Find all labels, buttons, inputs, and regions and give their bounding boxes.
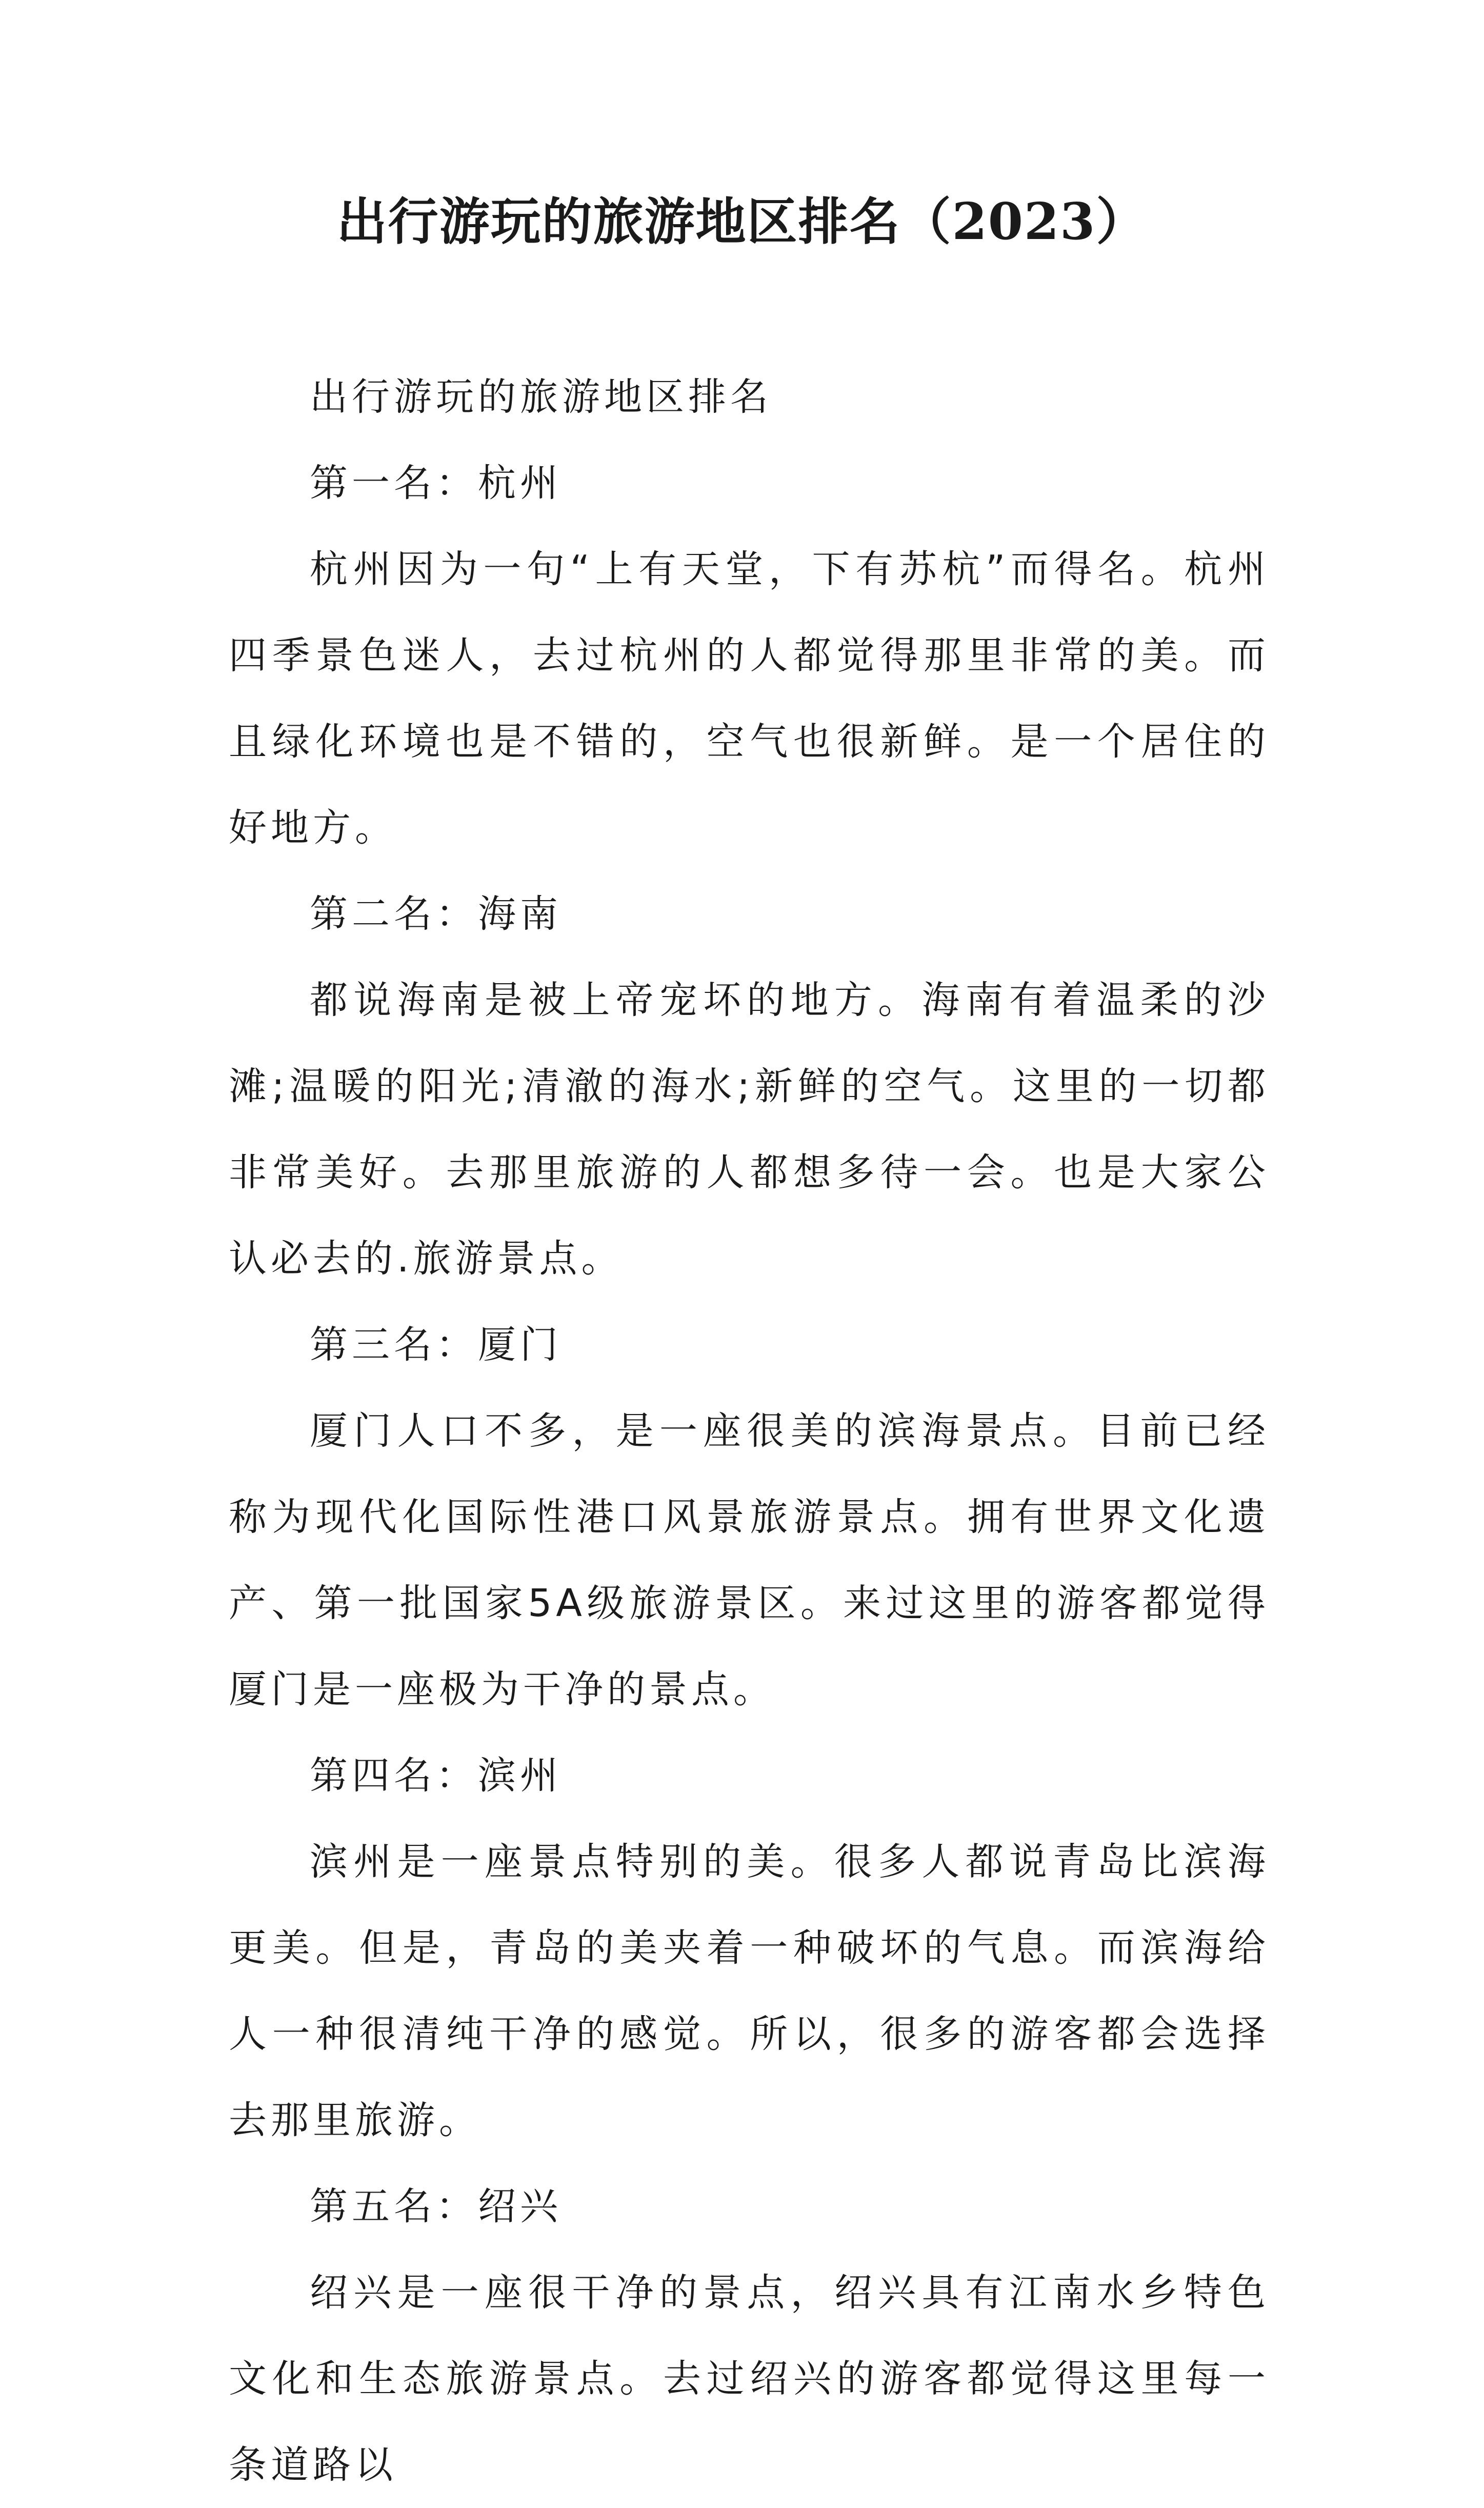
subtitle-line: 出行游玩的旅游地区排名 <box>310 375 772 419</box>
rank-heading-2: 第二名：海南 <box>310 892 562 936</box>
rank-heading-3: 第三名：厦门 <box>310 1323 562 1367</box>
rank-description-4: 滨州是一座景点特别的美。很多人都说青岛比滨海更美。但是，青岛的美夹着一种破坏的气息。而滨海给人一种很清纯干净的感觉。所以，很多的游客都会选择去那里旅游。 <box>229 1840 1270 2142</box>
document-title: 出行游玩的旅游地区排名（2023） <box>336 192 1148 251</box>
rank-description-2: 都说海南是被上帝宠坏的地方。海南有着温柔的沙滩;温暖的阳光;清澈的海水;新鲜的空气。这里的一切都非常美好。去那里旅游的人都想多待一会。也是大家公认必去的.旅游景点。 <box>229 978 1270 1281</box>
rank-description-1: 杭州因为一句“上有天堂，下有苏杭”而得名。杭州四季景色迷人，去过杭州的人都觉得那里非常的美。而且绿化环境也是不错的，空气也很新鲜。是一个居住的好地方。 <box>229 547 1270 850</box>
rank-description-3: 厦门人口不多，是一座很美的滨海景点。目前已经称为现代化国际性港口风景旅游景点。拥有世界文化遗产、第一批国家5A级旅游景区。来过这里的游客都觉得厦门是一座极为干净的景点。 <box>229 1409 1270 1711</box>
document-body <box>229 354 1270 2508</box>
rank-heading-4: 第四名：滨州 <box>310 1754 562 1798</box>
rank-heading-5: 第五名：绍兴 <box>310 2184 562 2228</box>
rank-description-5: 绍兴是一座很干净的景点，绍兴具有江南水乡特色文化和生态旅游景点。去过绍兴的游客都觉得这里每一条道路以 <box>229 2271 1270 2487</box>
rank-heading-1: 第一名：杭州 <box>310 461 562 505</box>
